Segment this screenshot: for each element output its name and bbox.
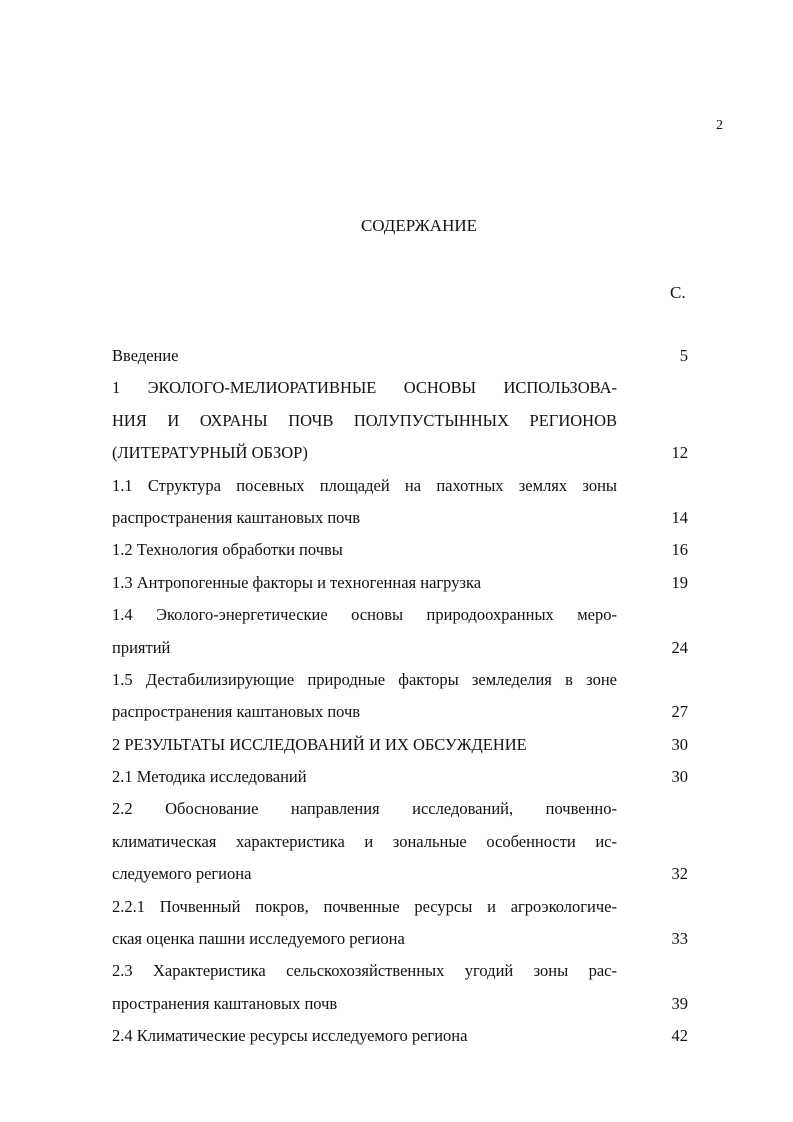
toc-entry	[112, 729, 688, 761]
toc-entry-text: распространения каштановых почв	[112, 507, 361, 527]
page-column-label: С.	[670, 283, 686, 302]
page-title: СОДЕРЖАНИЕ	[360, 216, 478, 235]
toc-entry-page: 27	[671, 702, 688, 722]
toc-entry-text: климатическая характеристика и зональные особенности ис-	[112, 831, 617, 851]
page-number: 2	[716, 118, 723, 133]
toc-entry-page: 32	[671, 864, 688, 884]
toc-entry-page: 16	[671, 540, 688, 560]
toc-entry-page: 14	[671, 507, 688, 527]
toc-entry-page: 33	[671, 929, 688, 949]
toc-entry-text: 2.2.1 Почвенный покров, почвенные ресурсы и агроэкологиче-	[112, 896, 617, 916]
toc-entry-page: 19	[671, 572, 688, 592]
toc-entry-text: приятий	[112, 637, 171, 657]
toc-entry-text: следуемого региона	[112, 864, 252, 884]
toc-entry-page: 30	[671, 767, 688, 787]
toc-entry-text: 1.4 Эколого-энергетические основы природоохранных меро-	[112, 605, 617, 625]
toc-entry-text: 1.5 Дестабилизирующие природные факторы земледелия в зоне	[112, 669, 617, 689]
toc-entry	[112, 891, 688, 956]
toc-entry	[112, 793, 688, 890]
toc-entry-text: 2.4 Климатические ресурсы исследуемого региона	[112, 1026, 468, 1046]
toc-entry	[112, 372, 688, 469]
toc-entry-text: 1.2 Технология обработки почвы	[112, 540, 343, 560]
toc-entry	[112, 1020, 688, 1052]
toc-entry	[112, 470, 688, 535]
toc-entry-text: 1 ЭКОЛОГО-МЕЛИОРАТИВНЫЕ ОСНОВЫ ИСПОЛЬЗОВА-	[112, 378, 617, 398]
toc-entry	[112, 534, 688, 566]
toc-entry-text: 2.2 Обоснование направления исследований, почвенно-	[112, 799, 617, 819]
toc-entry-page: 5	[679, 346, 688, 365]
table-of-contents	[112, 340, 688, 1053]
toc-entry-page: 24	[671, 637, 688, 657]
toc-entry-page: 30	[671, 734, 688, 754]
toc-entry-text: НИЯ И ОХРАНЫ ПОЧВ ПОЛУПУСТЫННЫХ РЕГИОНОВ	[112, 410, 617, 430]
toc-entry-page: 12	[671, 443, 688, 463]
toc-entry-text: ская оценка пашни исследуемого региона	[112, 929, 405, 949]
toc-entry	[112, 664, 688, 729]
toc-entry	[112, 761, 688, 793]
toc-entry-text: 2.1 Методика исследований	[112, 767, 307, 787]
toc-entry-text: 2.3 Характеристика сельскохозяйственных угодий зоны рас-	[112, 961, 617, 981]
toc-entry-text: 1.1 Структура посевных площадей на пахотных землях зоны	[112, 475, 617, 495]
toc-entry-text: Введение	[112, 346, 179, 365]
toc-entry-text: 2 РЕЗУЛЬТАТЫ ИССЛЕДОВАНИЙ И ИХ ОБСУЖДЕНИЕ	[112, 734, 527, 754]
toc-entry	[112, 567, 688, 599]
toc-entry-page: 39	[671, 993, 688, 1013]
toc-entry-text: (ЛИТЕРАТУРНЫЙ ОБЗОР)	[112, 443, 308, 463]
toc-entry-text: 1.3 Антропогенные факторы и техногенная нагрузка	[112, 572, 482, 592]
toc-entry	[112, 340, 688, 372]
toc-entry-page: 42	[671, 1026, 688, 1046]
toc-entry	[112, 599, 688, 664]
toc-entry-text: распространения каштановых почв	[112, 702, 361, 722]
toc-entry	[112, 955, 688, 1020]
toc-entry-text: пространения каштановых почв	[112, 993, 338, 1013]
